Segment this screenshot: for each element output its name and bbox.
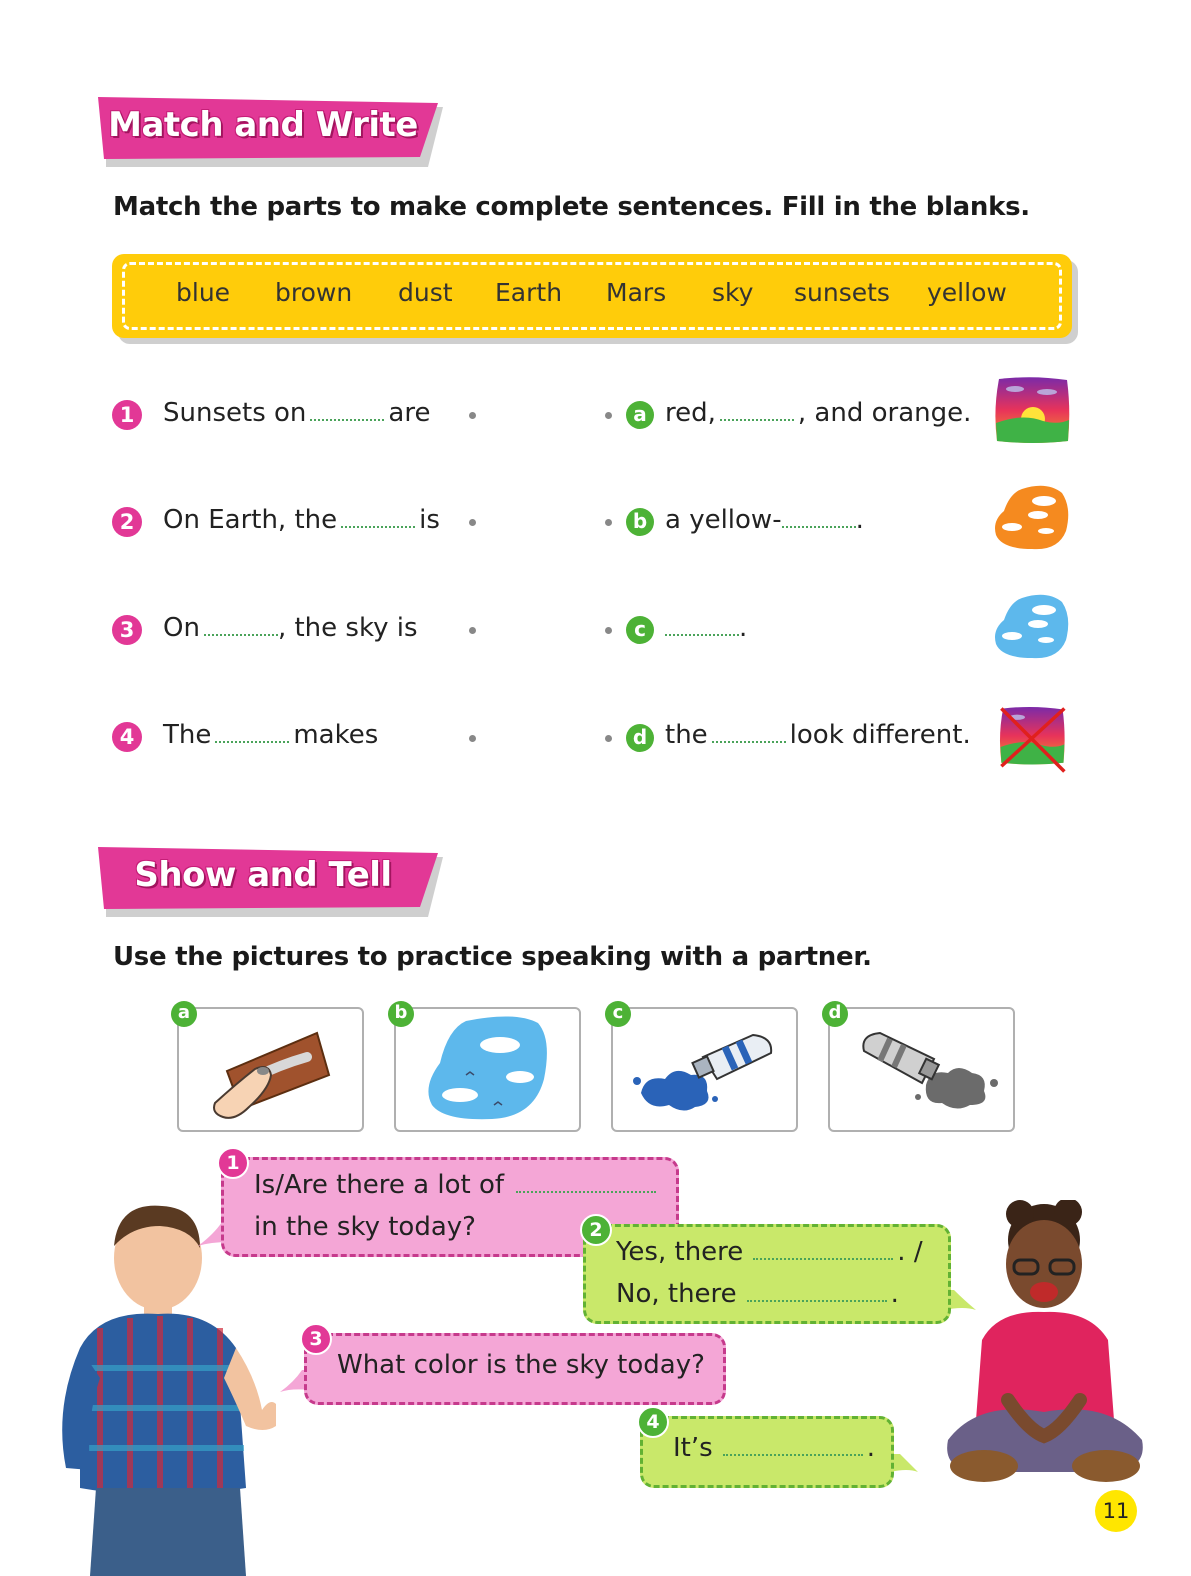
bubble-text: What color is the sky today? [337, 1350, 705, 1380]
gray-paint-tube-icon [830, 1009, 1013, 1130]
left-sentence-1 [163, 398, 430, 428]
blank-field[interactable] [747, 1286, 887, 1302]
sentence-text: , the sky is [277, 613, 418, 643]
blank-field[interactable] [215, 727, 289, 743]
picture-a [177, 1007, 364, 1132]
bubble-text: in the sky today? [254, 1212, 476, 1242]
bubble-number: 4 [637, 1406, 669, 1438]
bubble-text: . / [897, 1237, 923, 1267]
bubble-line [616, 1237, 923, 1267]
right-sentence-a [665, 398, 971, 428]
blank-field[interactable] [204, 620, 278, 636]
match-dot[interactable] [469, 412, 476, 419]
sentence-text: , and orange. [797, 398, 972, 428]
blank-field[interactable] [782, 512, 856, 528]
word-bank-word: sunsets [794, 278, 890, 307]
sentence-text: Sunsets on [163, 398, 307, 428]
picture-d [828, 1007, 1015, 1132]
sentence-text: the [665, 720, 708, 750]
blue-paint-tube-icon [613, 1009, 796, 1130]
match-dot[interactable] [605, 735, 612, 742]
bubble-number: 2 [580, 1214, 612, 1246]
match-and-write-title: Match and Write [108, 105, 418, 145]
bubble-text: Is/Are there a lot of [254, 1170, 505, 1200]
blank-field[interactable] [712, 727, 786, 743]
bubble-line [254, 1170, 660, 1200]
sentence-text: On [163, 613, 200, 643]
sentence-text: are [388, 398, 431, 428]
word-bank-word: brown [275, 278, 353, 307]
word-bank-word: dust [398, 278, 453, 307]
sentence-text: . [739, 613, 748, 643]
left-sentence-4 [163, 720, 378, 750]
bubble-number: 1 [217, 1147, 249, 1179]
speech-bubble-2 [583, 1224, 951, 1324]
sentence-text: . [855, 505, 864, 535]
left-sentence-3 [163, 613, 418, 643]
sentence-text: red, [665, 398, 716, 428]
sentence-text: On Earth, the [163, 505, 338, 535]
left-sentence-2 [163, 505, 440, 535]
bubble-text: No, there [616, 1279, 737, 1309]
word-bank-word: Earth [495, 278, 563, 307]
speech-bubble-3 [304, 1333, 726, 1405]
item-number: 3 [112, 615, 142, 645]
bubble-text: . [866, 1433, 875, 1463]
blank-field[interactable] [310, 405, 384, 421]
item-letter: d [626, 724, 654, 752]
blank-field[interactable] [720, 405, 794, 421]
picture-letter: b [388, 1001, 414, 1027]
show-and-tell-banner [98, 847, 443, 913]
match-dot[interactable] [605, 519, 612, 526]
match-dot[interactable] [469, 519, 476, 526]
blue-sky-clouds-icon [396, 1009, 579, 1130]
item-letter: a [626, 401, 654, 429]
sunset-icon [993, 375, 1071, 445]
sentence-text: is [419, 505, 440, 535]
word-bank-word: blue [176, 278, 231, 307]
word-bank-border [122, 262, 1062, 330]
bubble-tail [890, 1452, 920, 1476]
match-dot[interactable] [605, 412, 612, 419]
item-letter: c [626, 616, 654, 644]
finger-dust-icon [179, 1009, 362, 1130]
item-number: 4 [112, 722, 142, 752]
item-number: 2 [112, 507, 142, 537]
word-bank-word: Mars [606, 278, 667, 307]
sentence-text: The [163, 720, 212, 750]
picture-letter: a [171, 1001, 197, 1027]
right-sentence-d [665, 720, 971, 750]
word-bank [112, 254, 1072, 338]
bubble-line [616, 1279, 899, 1309]
bubble-line [673, 1433, 875, 1463]
picture-c [611, 1007, 798, 1132]
blank-field[interactable] [341, 512, 415, 528]
blank-field[interactable] [665, 620, 739, 636]
show-and-tell-title: Show and Tell [134, 855, 392, 895]
orange-sky-icon [992, 483, 1070, 553]
match-dot[interactable] [605, 627, 612, 634]
bubble-line [254, 1212, 476, 1242]
blank-field[interactable] [516, 1177, 656, 1193]
girl-illustration [938, 1200, 1152, 1500]
blank-field[interactable] [723, 1440, 863, 1456]
speech-bubble-4 [640, 1416, 894, 1488]
word-bank-word: sky [712, 278, 754, 307]
match-dot[interactable] [469, 627, 476, 634]
match-and-write-banner [98, 97, 443, 163]
sentence-text: makes [293, 720, 379, 750]
match-instruction: Match the parts to make complete sentences. Fill in the blanks. [113, 192, 1030, 222]
match-dot[interactable] [469, 735, 476, 742]
item-letter: b [626, 508, 654, 536]
picture-b [394, 1007, 581, 1132]
word-bank-word: yellow [927, 278, 1007, 307]
right-sentence-b [665, 505, 864, 535]
crossed-sunset-icon [993, 705, 1071, 775]
blue-sky-icon [992, 592, 1070, 662]
show-instruction: Use the pictures to practice speaking with a partner. [113, 942, 872, 972]
bubble-text: It’s [673, 1433, 713, 1463]
right-sentence-c [665, 613, 747, 643]
sentence-text: a yellow- [665, 505, 782, 535]
blank-field[interactable] [753, 1244, 893, 1260]
item-number: 1 [112, 400, 142, 430]
bubble-text: Yes, there [616, 1237, 744, 1267]
bubble-number: 3 [300, 1323, 332, 1355]
sentence-text: look different. [789, 720, 971, 750]
picture-letter: d [822, 1001, 848, 1027]
picture-letter: c [605, 1001, 631, 1027]
page-number: 11 [1095, 1490, 1137, 1532]
bubble-line [337, 1350, 705, 1380]
bubble-text: . [890, 1279, 899, 1309]
